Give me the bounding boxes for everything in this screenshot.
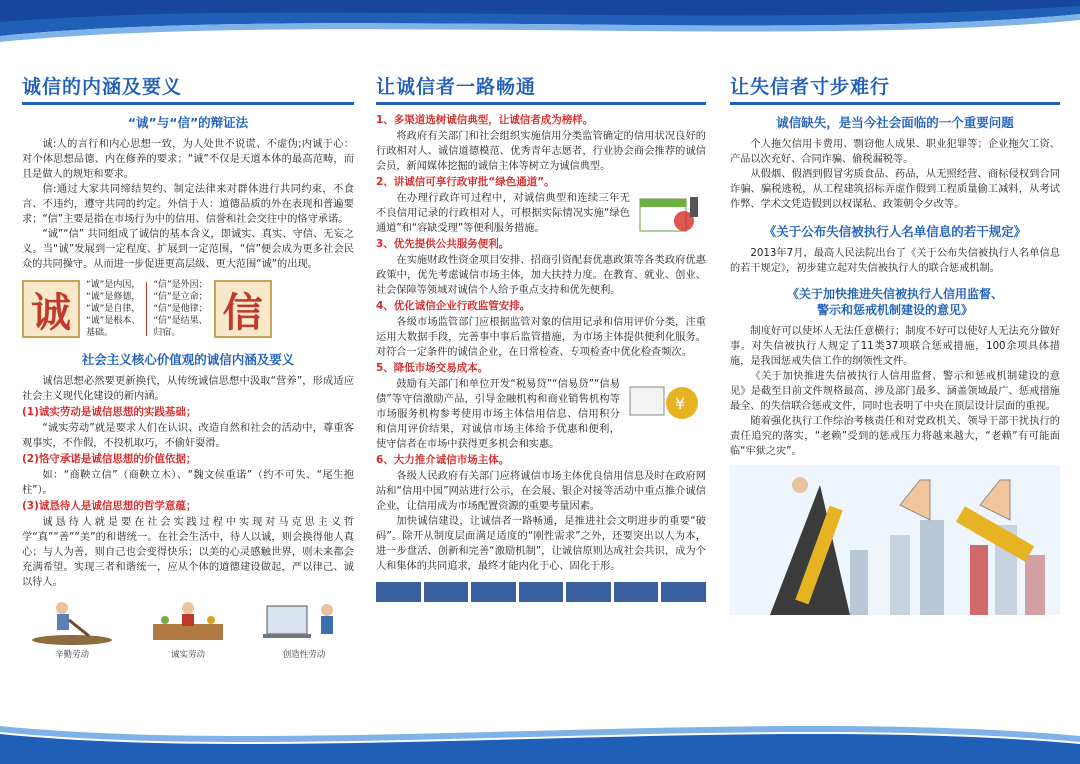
point-heading: (3)诚恳待人是诚信思想的哲学意蕴； bbox=[22, 500, 197, 512]
column-reward-honesty bbox=[376, 62, 706, 704]
computer-worker-illustration bbox=[259, 596, 349, 646]
paragraph: 随着强化执行工作综治考核责任和对党政机关、领导干部干扰执行的责任追究的落实，“老赖”受到的惩戒压力将越来越大，“老赖”有可能面临“牢狱之灾”。 bbox=[730, 416, 1060, 457]
paragraph: 从假烟、假酒到假冒劣质食品、药品，从无照经营、商标侵权到合同诈骗、骗税逃税，从工程建筑招标弄虚作假到工程质量偷工减料，从考试作弊、学术文凭造假到以权谋私、政策朝令夕改等。 bbox=[730, 169, 1060, 210]
column-title: 让失信者寸步难行 bbox=[730, 72, 1060, 105]
section-title-line: 警示和惩戒机制建设的意见》 bbox=[816, 303, 973, 317]
point-heading: 2、讲诚信可享行政审批“绿色通道”。 bbox=[376, 176, 555, 188]
section-title: 《关于公布失信被执行人名单信息的若干规定》 bbox=[763, 224, 1027, 239]
photo-thumb bbox=[424, 582, 469, 602]
paragraph: 2013年7月，最高人民法院出台了《关于公布失信被执行人名单信息的若干规定》，初步建立起对失信被执行人的联合惩戒机制。 bbox=[730, 248, 1060, 274]
restriction-illustration bbox=[730, 465, 1060, 615]
paragraph: 《关于加快推进失信被执行人信用监督、警示和惩戒机制建设的意见》是截至目前文件规格最高、涉及部门最多、涵盖领域最广、惩戒措施最全、的失信联合惩戒文件，同时也表明了中央在顶层设计层面的重视。 bbox=[730, 371, 1060, 412]
svg-text:¥: ¥ bbox=[675, 394, 686, 413]
paragraph: 如：“商鞅立信”（商鞅立木）、“魏文侯重诺”（约不可失、“尾生抱柱”）。 bbox=[22, 470, 354, 496]
section-title: 诚信缺失，是当今社会面临的一个重要问题 bbox=[776, 115, 1014, 130]
xin-list bbox=[147, 279, 213, 339]
point-heading: 1、多渠道选树诚信典型，让诚信者成为榜样。 bbox=[376, 114, 594, 126]
column-title: 让诚信者一路畅通 bbox=[376, 72, 706, 105]
cheng-list-item: “诚”是修德， bbox=[86, 292, 141, 302]
photo-thumb bbox=[614, 582, 659, 602]
paragraph: 制度好可以使坏人无法任意横行；制度不好可以使好人无法充分做好事。对失信被执行人规定了11类37项联合惩戒措施，100余项具体措施，是我国惩戒失信工作的纲领性文件。 bbox=[730, 326, 1060, 367]
cheng-xin-comparison bbox=[22, 278, 354, 340]
photo-thumb bbox=[566, 582, 611, 602]
paragraph: 在办理行政许可过程中，对诚信典型和连续三年无不良信用记录的行政相对人，可根据实际情况实施“绿色通道”和“容缺受理”等便利服务措施。 bbox=[376, 193, 630, 234]
column-title: 诚信的内涵及要义 bbox=[22, 72, 354, 105]
xin-list-item: “信”是他律； bbox=[153, 304, 208, 314]
approval-stamp-illustration bbox=[636, 193, 706, 235]
credit-loan-illustration bbox=[626, 379, 706, 427]
section-title: “诚”与“信”的辩证法 bbox=[127, 115, 249, 130]
paragraph: 各级人民政府有关部门应将诚信市场主体优良信用信息及时在政府网站和“信用中国”网站进行公示，在会展、银企对接等活动中重点推介诚信企业，让信用成为市场配置资源的重要考量因素。 bbox=[376, 471, 706, 512]
illustration-honest bbox=[138, 596, 238, 660]
cheng-list-item: “诚”是内因， bbox=[86, 280, 141, 290]
photo-thumb bbox=[471, 582, 516, 602]
merchant-illustration bbox=[143, 596, 233, 646]
point-heading: (1)诚实劳动是诚信思想的实践基础； bbox=[22, 406, 197, 418]
section-title bbox=[730, 286, 1060, 318]
point-heading: 5、降低市场交易成本。 bbox=[376, 362, 489, 374]
paragraph: 诚恳待人就是要在社会实践过程中实现对马克思主义哲学“真”“善”“美”的和谐统一。在社会生活中，待人以诚，则会换得他人真心；与人为善，则自己也会变得快乐；以美的心灵感触世界，则未来都会充满希望。实现三者和谐统一，应从个体的道德建设做起，严以律己、诚以待人。 bbox=[22, 517, 354, 588]
illustration-label: 辛勤劳动 bbox=[54, 650, 89, 660]
point-heading: 3、优先提供公共服务便利。 bbox=[376, 238, 510, 250]
paragraph: 加快诚信建设，让诚信者一路畅通，是推进社会文明进步的重要“破码”。除开从制度层面满足适度的“刚性需求”之外，还要突出以人为本，进一步盘活、创新和完善“激励机制”，让诚信原则达成社会共识，成为个人和集体的共同追求，最终才能内化于心、固化于形。 bbox=[376, 516, 706, 572]
paragraph: 诚:人的言行和内心思想一致，为人处世不说谎、不虚伪;内诚于心：对个体思想品德、内在修养的要求；“诚”不仅是天道本体的最高范畴，而且是做人的规矩和要求。 bbox=[22, 139, 354, 180]
illustration-hardwork bbox=[22, 596, 122, 660]
cheng-character: 诚 bbox=[22, 280, 80, 338]
xin-list-item: “信”是外因； bbox=[153, 280, 208, 290]
section-title: 社会主义核心价值观的诚信内涵及要义 bbox=[81, 352, 295, 367]
xin-character: 信 bbox=[214, 280, 272, 338]
photo-strip bbox=[376, 582, 706, 602]
point-heading: (2)恪守承诺是诚信思想的价值依据； bbox=[22, 453, 197, 465]
farmer-illustration bbox=[27, 596, 117, 646]
bottom-banner bbox=[0, 704, 1080, 764]
paragraph: 个人拖欠信用卡费用、剽窃他人成果、职业犯罪等；企业拖欠工资、产品以次充好、合同诈骗、偷税漏税等。 bbox=[730, 139, 1060, 165]
cheng-list-item: 基础。 bbox=[86, 328, 114, 338]
illustration-label: 诚实劳动 bbox=[170, 650, 205, 660]
column-integrity-meaning bbox=[22, 62, 354, 704]
xin-list-item: “信”是结果、 bbox=[153, 316, 208, 326]
point-heading: 4、优化诚信企业行政监管安排。 bbox=[376, 300, 531, 312]
point-heading: 6、大力推介诚信市场主体。 bbox=[376, 454, 510, 466]
paragraph: 诚信思想必然要更新换代，从传统诚信思想中汲取“营养”，形成适应社会主义现代化建设的新内涵。 bbox=[22, 376, 354, 402]
illustration-label: 创造性劳动 bbox=[282, 650, 326, 660]
section-title-line: 《关于加快推进失信被执行人信用监督、 bbox=[786, 287, 1003, 301]
cheng-list-item: “诚”是自律， bbox=[86, 304, 141, 314]
photo-thumb bbox=[519, 582, 564, 602]
cheng-list-item: “诚”是根本、 bbox=[86, 316, 141, 326]
paragraph: 将政府有关部门和社会组织实施信用分类监管确定的信用状况良好的行政相对人、诚信道德模范、优秀青年志愿者，行业协会商会推荐的诚信会员，新闻媒体挖掘的诚信主体等树立为诚信典型。 bbox=[376, 131, 706, 172]
illustration-creative bbox=[254, 596, 354, 660]
labor-illustrations bbox=[22, 596, 354, 660]
photo-thumb bbox=[661, 582, 706, 602]
paragraph: 各级市场监管部门应根据监管对象的信用记录和信用评价分类，注重运用大数据手段，完善事中事后监管措施，为市场主体提供便利化服务。对符合一定条件的诚信企业，在日常检查、专项检查中优化检查频次。 bbox=[376, 317, 706, 358]
top-banner bbox=[0, 0, 1080, 62]
paragraph: 信:通过大家共同缔结契约、制定法律来对群体进行共同约束，不食言、不违约，遵守共同的约定。外信于人：道德品质的外在表现和普遍要求；“信”主要是指在市场行为中的信用、信誉和社会交往中的恪守承诺。 bbox=[22, 184, 354, 225]
column-punish-dishonesty bbox=[730, 62, 1060, 704]
paragraph: 鼓励有关部门和单位开发“税易贷”“信易贷”“信易债”等守信激励产品，引导金融机构和商业销售机构等市场服务机构参考使用市场主体信用信息、信用积分和信用评价结果，对诚信市场主体给予优惠和便利，使守信者在市场中获得更多机会和实惠。 bbox=[376, 379, 620, 450]
paragraph: “诚实劳动”就是要求人们在认识、改造自然和社会的活动中，尊重客观事实，不作假，不投机取巧，不偷奸耍滑。 bbox=[22, 423, 354, 449]
cheng-list bbox=[80, 279, 146, 339]
xin-list-item: “信”是立命； bbox=[153, 292, 208, 302]
xin-list-item: 归宿。 bbox=[153, 328, 181, 338]
photo-thumb bbox=[376, 582, 421, 602]
paragraph: “诚”“信” 共同组成了诚信的基本含义，即诚实、真实、守信、无妄之义。当“诚”发展到一定程度、扩展到一定范围，“信”便会成为更多社会民众的共同操守。从而进一步促进更高层级、更大范围“诚”的出现。 bbox=[22, 229, 354, 270]
paragraph: 在实施财政性资金项目安排、招商引资配套优惠政策等各类政府优惠政策中，优先考虑诚信市场主体，加大扶持力度。在教育、就业、创业、社会保障等领域对诚信个人给予重点支持和优先便利。 bbox=[376, 255, 706, 296]
